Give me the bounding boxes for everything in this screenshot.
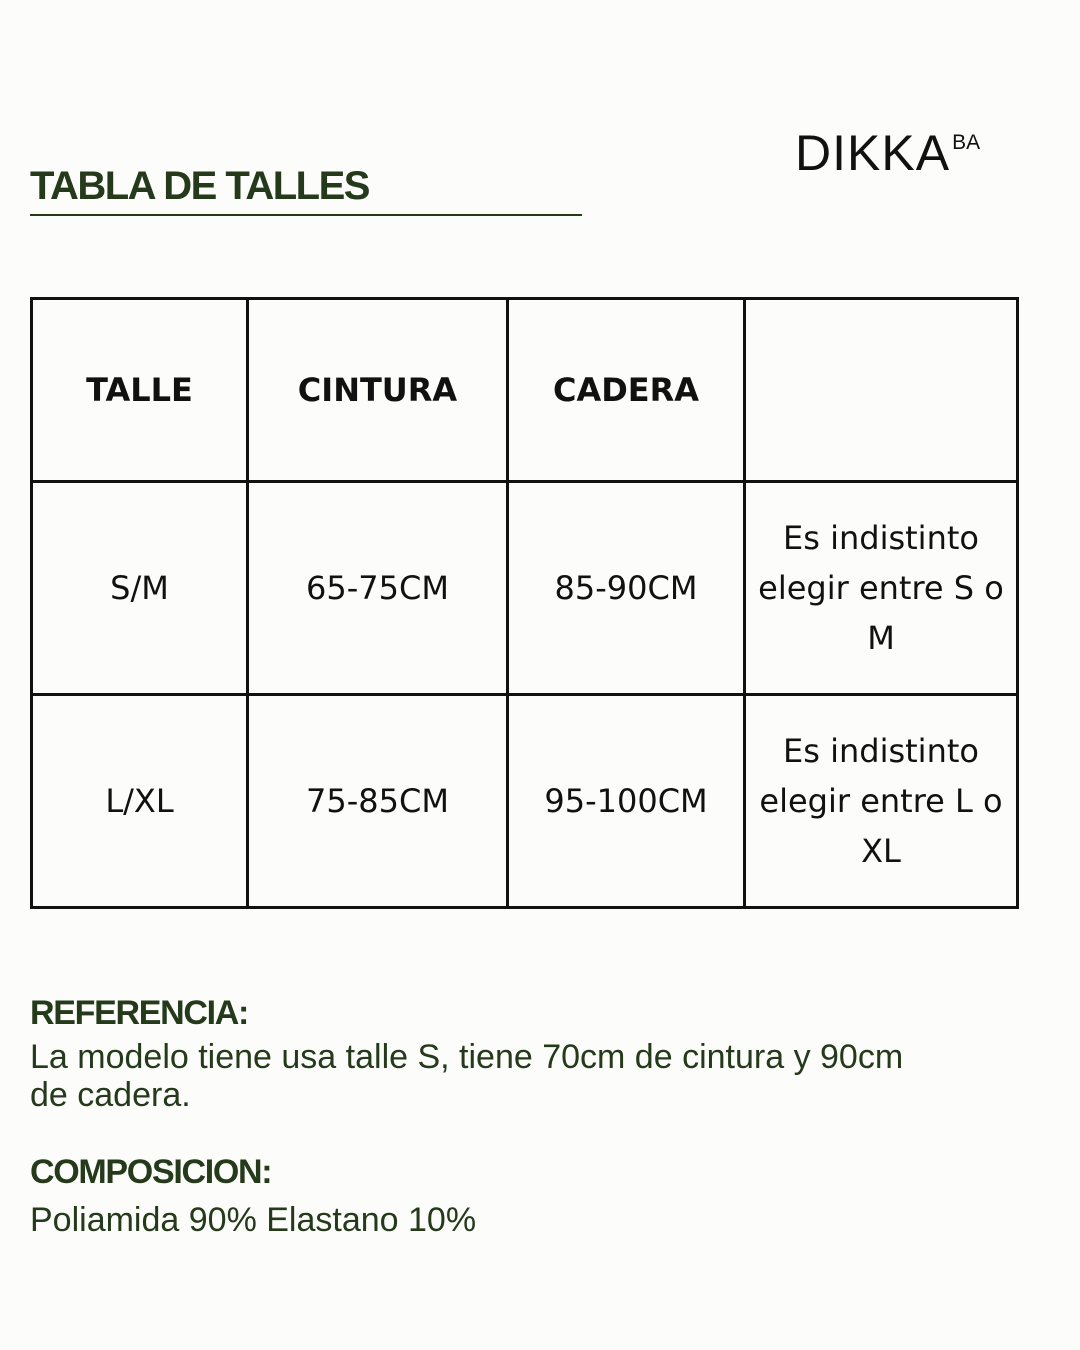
cell-cadera: 85-90CM xyxy=(508,482,745,695)
brand-superscript: BA xyxy=(952,131,981,154)
brand-logo xyxy=(795,125,981,181)
header-talle: TALLE xyxy=(32,299,248,482)
table-header-row xyxy=(32,299,1018,482)
header-note xyxy=(745,299,1018,482)
cell-note: Es indistinto elegir entre L o XL xyxy=(745,695,1018,908)
header-cadera: CADERA xyxy=(508,299,745,482)
referencia-text: La modelo tiene usa talle S, tiene 70cm de cintura y 90cm de cadera. xyxy=(30,1038,904,1114)
cell-talle: L/XL xyxy=(32,695,248,908)
header-cintura: CINTURA xyxy=(248,299,508,482)
cell-cintura: 65-75CM xyxy=(248,482,508,695)
composicion-text: Poliamida 90% Elastano 10% xyxy=(30,1201,477,1239)
table-row xyxy=(32,482,1018,695)
composicion-section xyxy=(30,1155,930,1239)
table-row xyxy=(32,695,1018,908)
title-underline xyxy=(30,214,582,216)
cell-cintura: 75-85CM xyxy=(248,695,508,908)
cell-cadera: 95-100CM xyxy=(508,695,745,908)
referencia-heading: REFERENCIA: xyxy=(30,994,249,1032)
composicion-heading: COMPOSICION: xyxy=(30,1153,272,1191)
referencia-section xyxy=(30,996,930,1114)
cell-note: Es indistinto elegir entre S o M xyxy=(745,482,1018,695)
cell-talle: S/M xyxy=(32,482,248,695)
brand-name: DIKKA xyxy=(795,125,951,181)
page-title: TABLA DE TALLES xyxy=(30,164,369,208)
size-table xyxy=(30,297,1019,909)
